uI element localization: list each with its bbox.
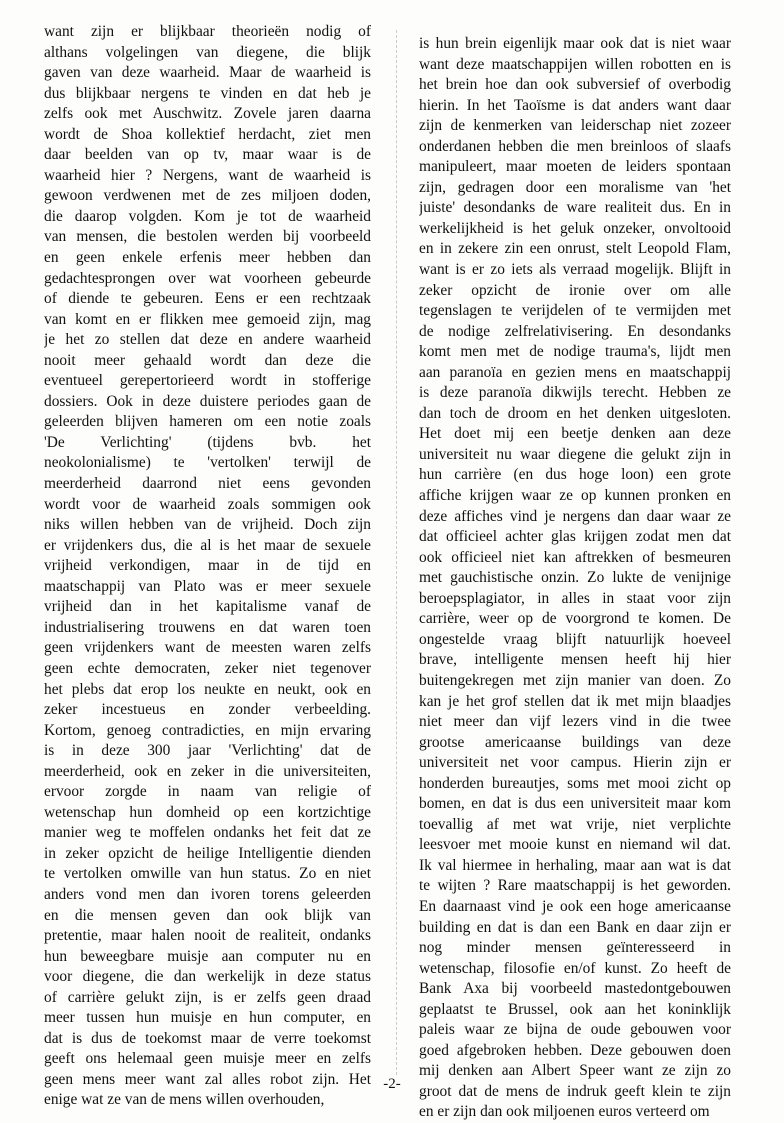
text-line: dat is dus de toekomst maar de verre toekomst (44, 1029, 371, 1047)
left-text-column (44, 22, 371, 1111)
text-line: of diende te gebeuren. Eens er een rechtzaak (44, 290, 371, 308)
text-line: eventueel gerepertorieerd wordt in stofferige (44, 372, 371, 390)
text-line: deze affiches vind je nergens dan daar waar ze (419, 507, 731, 525)
text-line: Ik val hiermee in herhaling, maar aan wat is dat (419, 856, 731, 874)
text-line: vrijheid dan in het kapitalisme vanaf de (44, 598, 371, 616)
text-line: het plebs dat erop los neukte en neukt, ook en (44, 680, 371, 698)
text-line: niet meer dan vijf lezers vind in die twee (419, 713, 731, 731)
text-line: niks willen hebben van de vrijheid. Doch zijn (44, 516, 371, 534)
text-line: paleis waar ze bijna de oude gebouwen voor (419, 1021, 731, 1039)
text-line: van mensen, die bestolen werden bij voorbeeld (44, 228, 371, 246)
text-line: building en dat is dan een Bank en daar zijn er (419, 918, 731, 936)
text-line: er vrijdenkers dus, die al is het maar de sexuele (44, 536, 371, 554)
text-line: manier weg te moffelen ondanks het feit dat ze (44, 824, 371, 842)
text-line: en er zijn dan ook miljoenen euros verteerd om (419, 1103, 710, 1121)
text-line: meer tussen hun muisje en hun computer, en (44, 1009, 371, 1027)
text-line: geleerden blijven hameren om een notie zoals (44, 413, 371, 431)
text-line: brave, intelligente mensen heeft hij hier (419, 651, 731, 669)
text-line: of carrière gelukt zijn, is er zelfs geen draad (44, 988, 371, 1006)
text-line: geen vrijdenkers want de meesten waren zelfs (44, 639, 371, 657)
text-line: pretentie, maar halen nooit de realiteit, ondanks (44, 927, 371, 945)
text-line: wetenschap, filosofie en/of kunst. Zo heeft de (419, 959, 731, 977)
text-line: meerderheid, ook en zeker in die universiteiten, (44, 762, 371, 780)
text-line: juiste' desondanks de ware realiteit dus. En in (419, 199, 731, 217)
text-line: leesvoer met mooie kunst en niemand wil dat. (419, 836, 731, 854)
text-line: beroepsplagiator, in alles in staat voor zijn (419, 589, 731, 607)
text-line: dus blijkbaar nergens te vinden en dat heb je (44, 84, 371, 102)
text-line: ook officieel niet kan aftrekken of besmeuren (419, 548, 731, 566)
text-line: affiche krijgen waar ze op kunnen pronken en (419, 487, 731, 505)
text-line: aan paranoïa en gezien mens en maatschappij (419, 363, 731, 381)
text-line: van komt en er flikken mee gemoeid zijn, mag (44, 310, 371, 328)
text-line: waarheid hier ? Nergens, want de waarheid is (44, 166, 371, 184)
text-line: in zeker opzicht de heilige Intelligentie dienden (44, 844, 371, 862)
text-line: maatschappij van Plato was er meer sexuele (44, 577, 371, 595)
text-line: universiteit net voor campus. Hierin zijn er (419, 754, 731, 772)
text-line: en geen enkele erfenis meer hebben dan (44, 249, 371, 267)
text-line: kan je het grof stellen dat ik met mijn blaadjes (419, 692, 731, 710)
text-line: ervoor zorgde in naam van religie of (44, 783, 371, 801)
text-line: te vertolken omwille van hun status. Zo en niet (44, 865, 371, 883)
text-line: anders vond men dan ivoren torens geleerden (44, 885, 371, 903)
text-line: is in deze 300 jaar 'Verlichting' dat de (44, 742, 371, 760)
text-line: zeker incestueus en zonder verbeelding. (44, 701, 371, 719)
text-line: te wijten ? Rare maatschappij is het geworden. (419, 877, 731, 895)
text-line: je het zo stellen dat deze en andere waarheid (44, 331, 371, 349)
text-line: Kortom, genoeg contradicties, en mijn ervaring (44, 721, 371, 739)
text-line: zelfs ook met Auschwitz. Zovele jaren daarna (44, 105, 371, 123)
text-line: met gauchistische onzin. Zo lukte de venijnige (419, 569, 731, 587)
text-line: neokolonialisme) te 'vertolken' terwijl de (44, 454, 371, 472)
text-line: daar beelden van op tv, maar waar is de (44, 146, 371, 164)
text-line: is deze paranoïa dikwijls terecht. Hebben ze (419, 384, 731, 402)
text-line: enige wat ze van de mens willen overhouden, (44, 1091, 325, 1109)
text-line: manipuleert, maar moeten de leiders spontaan (419, 158, 731, 176)
text-line: onderdanen hebben die men breinloos of slaafs (419, 137, 731, 155)
text-line: bomen, en dat is dus een universiteit maar kom (419, 795, 731, 813)
text-line: goed afgebroken hebben. Deze gebouwen doen (419, 1041, 731, 1059)
text-line: honderden bureautjes, soms met mooi zicht op (419, 774, 731, 792)
text-line: zijn, gedragen door een moralisme van 'het (419, 178, 731, 196)
page-number: -2- (383, 1076, 401, 1092)
text-line: het brein hoe dan ook subversief of overbodig (419, 76, 731, 94)
text-line: ongestelde vraag blijft natuurlijk hoeveel (419, 630, 731, 648)
text-line: wordt de Shoa kollektief herdacht, ziet men (44, 125, 371, 143)
text-line: de nodige zelfrelativisering. En desondanks (419, 322, 731, 340)
text-line: mij denken aan Albert Speer want ze zijn zo (419, 1062, 731, 1080)
text-line: grootse americaanse buildings van deze (419, 733, 731, 751)
right-text-column (419, 34, 731, 1123)
text-line: werkelijkheid is het geluk onzeker, onvoltooid (419, 219, 731, 237)
text-line: geen mens meer want zal alles robot zijn. Het (44, 1070, 371, 1088)
text-line: meerderheid daarrond niet eens gevonden (44, 475, 371, 493)
text-line: komt men met de nodige trauma's, lijdt men (419, 343, 731, 361)
column-divider (396, 30, 397, 1075)
text-line: Bank Axa bij voorbeeld mastedontgebouwen (419, 980, 731, 998)
text-line: nog minder mensen geïnteresseerd in (419, 939, 731, 957)
text-line: hierin. In het Taoïsme is dat anders want daar (419, 96, 731, 114)
text-line: wordt voor de waarheid zoals sommigen ook (44, 495, 371, 513)
text-line: toevallig af met wat vrije, niet verplichte (419, 815, 731, 833)
text-line: buitengekregen met zijn manier van doen. Zo (419, 671, 731, 689)
text-line: is hun brein eigenlijk maar ook dat is niet waar (419, 35, 731, 52)
text-line: en in zekere zin een onrust, stelt Leopold Flam, (419, 240, 731, 258)
text-line: want deze maatschappijen willen robotten en is (419, 55, 731, 73)
text-line: groot dat de mens de indruk geeft klein te zijn (419, 1082, 731, 1100)
text-line: gedachtesprongen over wat voorheen gebeurde (44, 269, 371, 287)
text-line: althans volgelingen van diegene, die blijk (44, 43, 371, 61)
text-line: voor diegene, die dan werkelijk in deze status (44, 968, 371, 986)
text-line: tegenslagen te verijdelen of te vermijden met (419, 302, 731, 320)
text-line: gewoon verdwenen met de zes miljoen doden, (44, 187, 371, 205)
text-line: universiteit nu waar diegene die gelukt zijn in (419, 445, 731, 463)
text-line: industrialisering trouwens en dat waren toen (44, 618, 371, 636)
text-line: 'De Verlichting' (tijdens bvb. het (44, 433, 371, 451)
text-line: zeker opzicht de ironie over om alle (419, 281, 731, 299)
text-line: en die mensen geven dan ook blijk van (44, 906, 371, 924)
text-line: hun carrière (en dus hoge loon) een grote (419, 466, 731, 484)
text-line: nooit meer gehaald wordt dan deze die (44, 351, 371, 369)
text-line: die daarop volgden. Kom je tot de waarheid (44, 207, 371, 225)
text-line: geen echte democraten, zeker niet tegenover (44, 659, 371, 677)
text-line: gaven van deze waarheid. Maar de waarheid is (44, 64, 371, 82)
text-line: geeft ons helemaal geen muisje meer en zelfs (44, 1050, 371, 1068)
text-line: geplaatst te Brussel, ook aan het koninklijk (419, 1000, 731, 1018)
text-line: carrière, weer op de voorgrond te komen. De (419, 610, 731, 628)
text-line: want is er zo iets als verraad mogelijk. Blijft in (419, 261, 731, 279)
text-line: want zijn er blijkbaar theorieën nodig of (44, 23, 371, 40)
text-line: dan toch de droom en het denken uitgesloten. (419, 404, 731, 422)
text-line: vrijheid verkondigen, maar in de tijd en (44, 557, 371, 575)
text-line: dossiers. Ook in deze duistere periodes gaan de (44, 392, 371, 410)
text-line: En daarnaast vind je ook een hoge americaanse (419, 897, 731, 915)
text-line: dat officieel achter glas krijgen zodat men dat (419, 528, 731, 546)
text-line: Het doet mij een beetje denken aan deze (419, 425, 731, 443)
text-line: zijn de kenmerken van leiderschap niet zozeer (419, 117, 731, 135)
text-line: wetenschap hun domheid op een kortzichtige (44, 803, 371, 821)
text-line: hun beweegbare muisje aan computer nu en (44, 947, 371, 965)
